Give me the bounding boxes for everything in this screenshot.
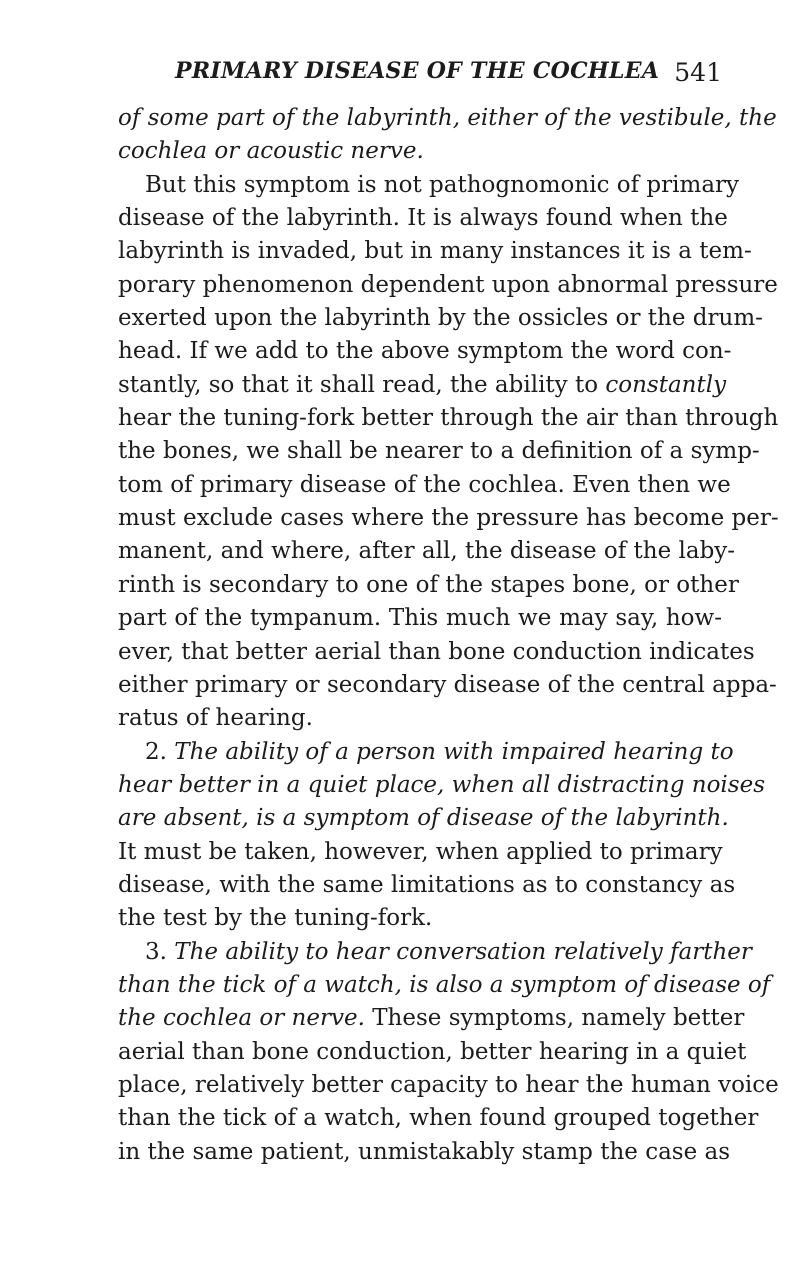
item-number: 2. (145, 738, 175, 765)
text-line: manent, and where, after all, the disease of the laby- (118, 538, 736, 565)
text-line: tom of primary disease of the cochlea. Even then we (118, 471, 731, 498)
page-number: 541 (674, 58, 722, 87)
text-line: porary phenomenon dependent upon abnormal pressure (118, 271, 778, 298)
text-line: disease of the labyrinth. It is always found when the (118, 205, 728, 232)
text-line: It must be taken, however, when applied to primary (118, 838, 723, 865)
text-line (118, 1002, 745, 1035)
text-line: place, relatively better capacity to hear the human voice (118, 1071, 779, 1098)
emphasis-constantly: constantly (605, 371, 727, 398)
text-line: hear the tuning-fork better through the air than through (118, 405, 779, 432)
text-line: aerial than bone conduction, better hearing in a quiet (118, 1038, 747, 1065)
text-line: ratus of hearing. (118, 705, 313, 732)
text-line: of some part of the labyrinth, either of the vestibule, the (118, 105, 777, 131)
running-title: PRIMARY DISEASE OF THE COCHLEA (175, 58, 660, 84)
text-line: than the tick of a watch, when found grouped together (118, 1105, 759, 1132)
text-line: rinth is secondary to one of the stapes bone, or other (118, 571, 739, 598)
line-segment: stantly, so that it shall read, the ability to (118, 371, 606, 398)
text-line: the test by the tuning-fork. (118, 905, 433, 932)
text-line: labyrinth is invaded, but in many instances it is a tem- (118, 238, 752, 265)
item-heading-end: the cochlea or nerve. (118, 1005, 365, 1032)
text-line: head. If we add to the above symptom the word con- (118, 338, 732, 365)
text-line: disease, with the same limitations as to constancy as (118, 871, 736, 898)
text-line: hear better in a quiet place, when all distracting noises (118, 771, 766, 798)
item-heading: The ability to hear conversation relatively farther (174, 938, 752, 965)
text-line: either primary or secondary disease of the central appa- (118, 671, 777, 698)
item-number: 3. (145, 938, 175, 965)
paragraph-first-line: But this symptom is not pathognomonic of primary (145, 171, 740, 198)
text-line: exerted upon the labyrinth by the ossicles or the drum- (118, 305, 763, 332)
running-head (118, 58, 722, 98)
text-line: part of the tympanum. This much we may say, how- (118, 605, 722, 632)
text-line: the bones, we shall be nearer to a definition of a symp- (118, 438, 760, 465)
line-segment: These symptoms, namely better (364, 1005, 745, 1032)
text-line: ever, that better aerial than bone conduction indicates (118, 638, 755, 665)
text-line (118, 369, 727, 402)
text-line: are absent, is a symptom of disease of the labyrinth. (118, 805, 729, 832)
item-heading: The ability of a person with impaired hearing to (174, 738, 734, 765)
text-line: cochlea or acoustic nerve. (118, 138, 424, 165)
text-line: than the tick of a watch, is also a symptom of disease of (118, 971, 771, 998)
body-text (118, 102, 779, 1169)
text-line: must exclude cases where the pressure has become per- (118, 505, 779, 532)
text-line: in the same patient, unmistakably stamp the case as (118, 1138, 731, 1165)
numbered-item-3 (118, 936, 752, 969)
numbered-item-2 (118, 736, 734, 769)
